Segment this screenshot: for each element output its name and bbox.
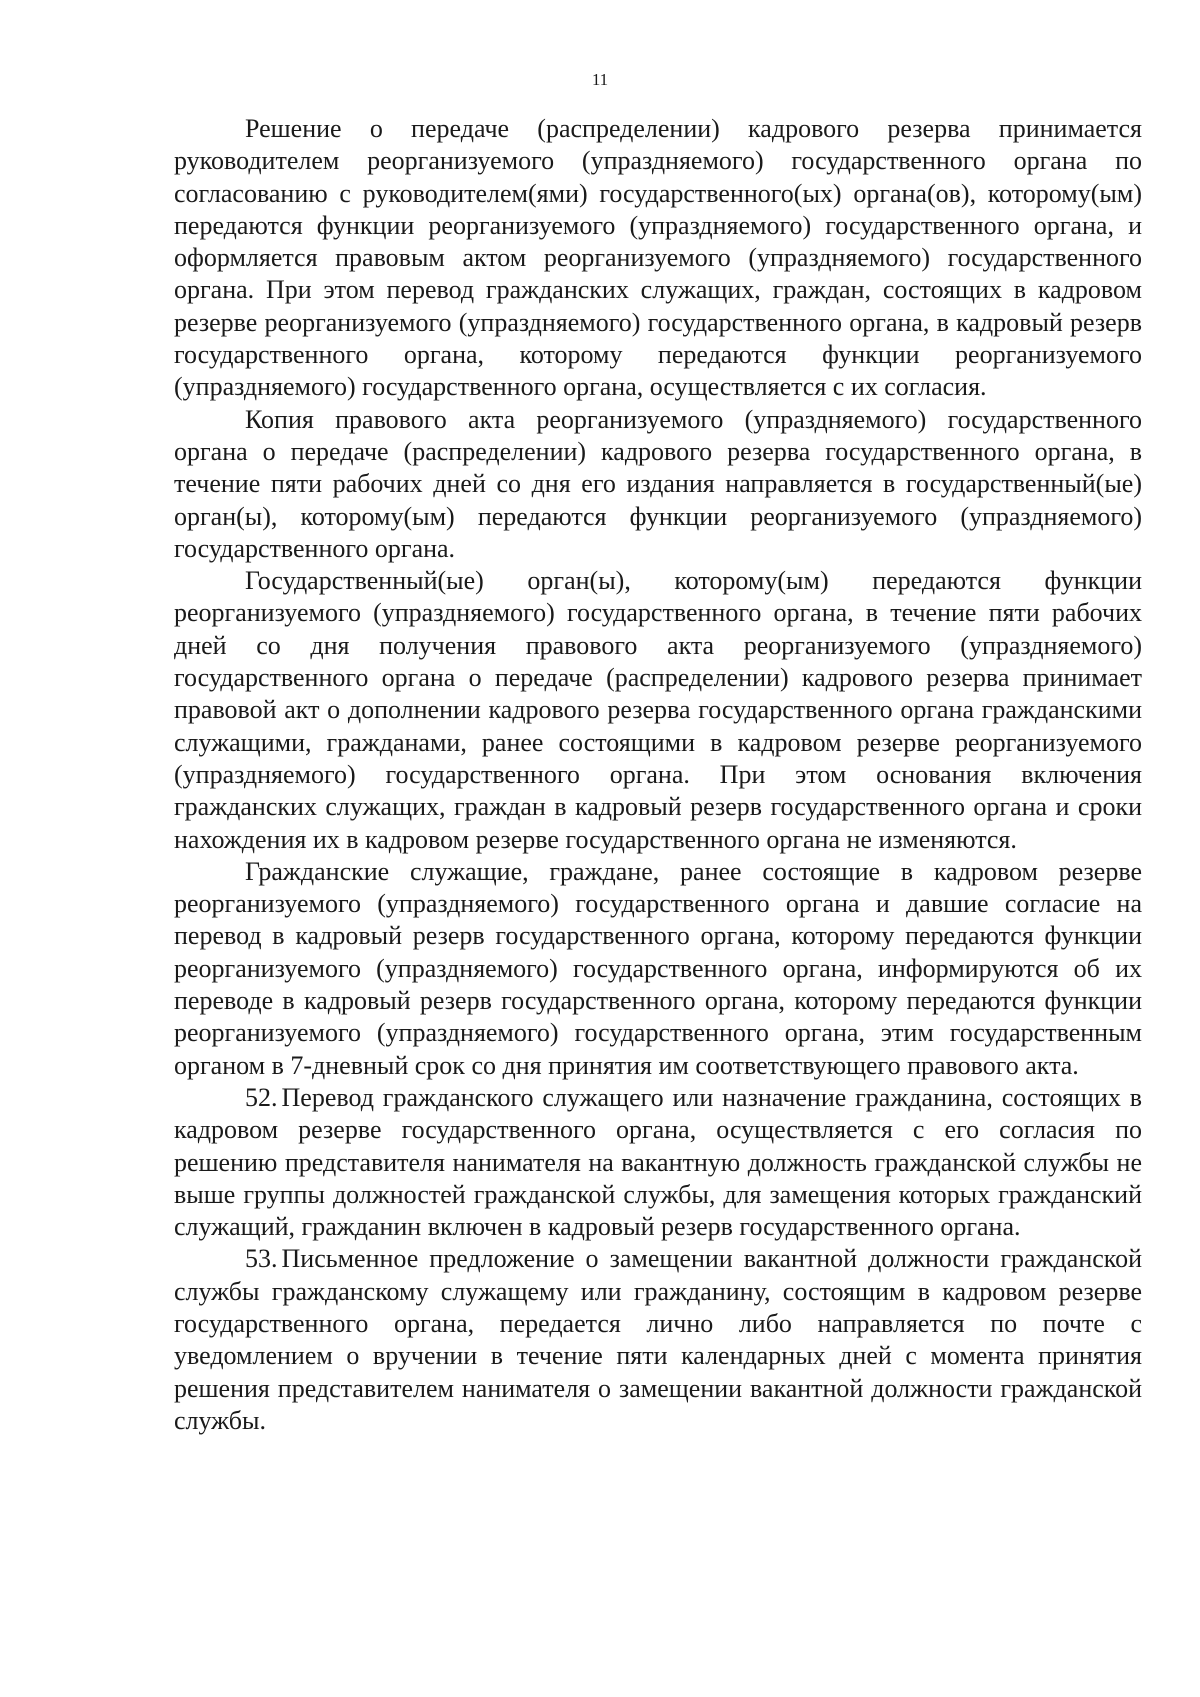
paragraph-number: 53. — [245, 1244, 278, 1274]
document-body — [174, 113, 1142, 1437]
paragraph-text: Перевод гражданского служащего или назначение гражданина, состоящих в кадровом резерве государственного органа, осуществляется с его согласия по решению представителя нанимателя на вакантную должность гражданской службы не выше группы должностей гражданской службы, для замещения которых гражданский служащий, гражданин включен в кадровый резерв государственного органа. — [174, 1082, 1142, 1242]
paragraph-text: Копия правового акта реорганизуемого (упраздняемого) государственного органа о передаче (распределении) кадрового резерва государственного органа, в течение пяти рабочих дней со дня его издания направляется в государственный(ые) орган(ы), которому(ым) передаются функции реорганизуемого (упраздняемого) государственного органа. — [174, 404, 1142, 563]
numbered-paragraph-52 — [174, 1082, 1142, 1243]
paragraph — [174, 565, 1142, 856]
paragraph-text: Гражданские служащие, граждане, ранее состоящие в кадровом резерве реорганизуемого (упраздняемого) государственного органа и давшие согласие на перевод в кадровый резерв государственного органа, которому передаются функции реорганизуемого (упраздняемого) государственного органа, информируются об их переводе в кадровый резерв государственного органа, которому передаются функции реорганизуемого (упраздняемого) государственного органа, этим государственным органом в 7-дневный срок со дня принятия им соответствующего правового акта. — [174, 856, 1142, 1080]
paragraph-text: Решение о передаче (распределении) кадрового резерва принимается руководителем реорганизуемого (упраздняемого) государственного органа по согласованию с руководителем(ями) государственного(ых) органа(ов), которому(ым) передаются функции реорганизуемого (упраздняемого) государственного органа, и оформляется правовым актом реорганизуемого (упраздняемого) государственного органа. При этом перевод гражданских служащих, граждан, состоящих в кадровом резерве реорганизуемого (упраздняемого) государственного органа, в кадровый резерв государственного органа, которому передаются функции реорганизуемого (упраздняемого) государственного органа, осуществляется с их согласия. — [174, 114, 1142, 402]
numbered-paragraph-53 — [174, 1243, 1142, 1437]
paragraph — [174, 404, 1142, 565]
paragraph-text: Письменное предложение о замещении вакантной должности гражданской службы гражданскому служащему или гражданину, состоящим в кадровом резерве государственного органа, передается лично либо направляется по почте с уведомлением о вручении в течение пяти календарных дней с момента принятия решения представителем нанимателя о замещении вакантной должности гражданской службы. — [174, 1244, 1142, 1435]
paragraph-text: Государственный(ые) орган(ы), которому(ым) передаются функции реорганизуемого (упраздняемого) государственного органа, в течение пяти рабочих дней со дня получения правового акта реорганизуемого (упраздняемого) государственного органа о передаче (распределении) кадрового резерва принимает правовой акт о дополнении кадрового резерва государственного органа гражданскими служащими, гражданами, ранее состоящими в кадровом резерве реорганизуемого (упраздняемого) государственного органа. При этом основания включения гражданских служащих, граждан в кадровый резерв государственного органа и сроки нахождения их в кадровом резерве государственного органа не изменяются. — [174, 566, 1142, 854]
paragraph — [174, 113, 1142, 404]
paragraph-number: 52. — [245, 1082, 278, 1112]
paragraph — [174, 856, 1142, 1082]
page-number: 11 — [591, 70, 609, 89]
